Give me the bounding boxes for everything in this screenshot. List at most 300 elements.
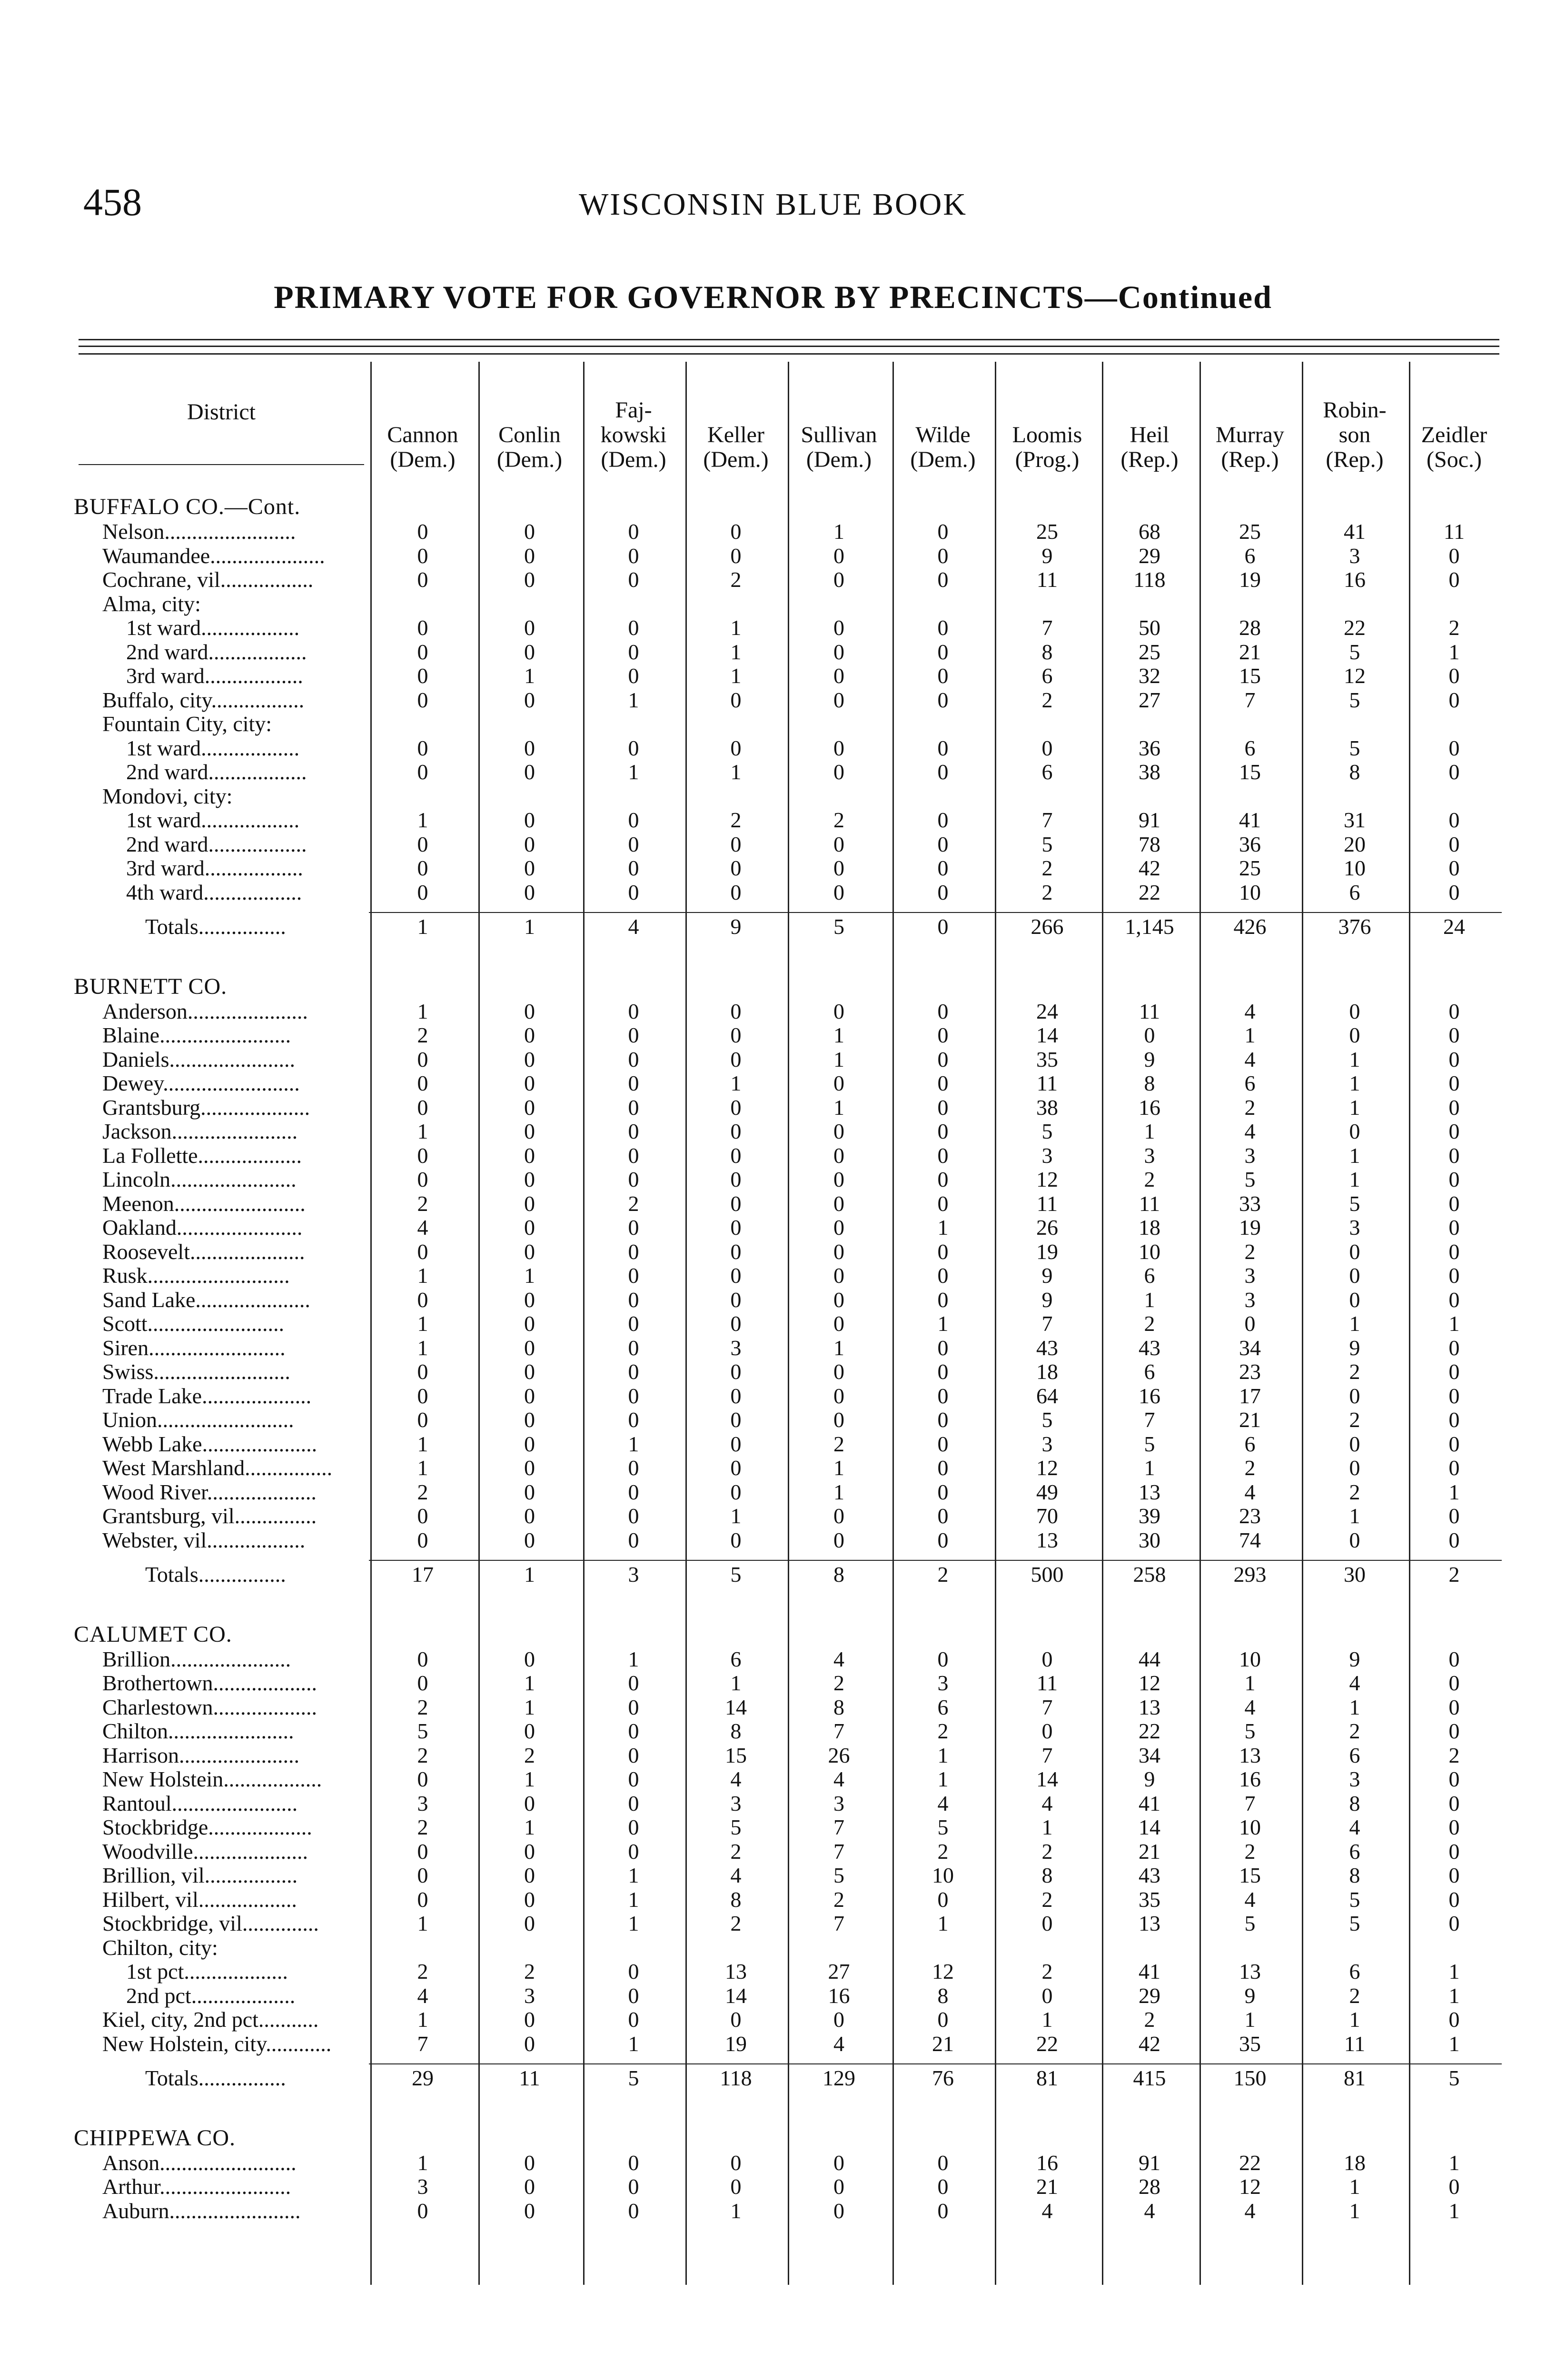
vote-cell: 24 [1443,914,1465,939]
vote-cell: 3 [730,1791,742,1815]
vote-cell: 68 [1139,519,1160,544]
vote-cell: 0 [628,1408,639,1432]
vote-cell: 0 [833,735,844,760]
vote-cell: 16 [1344,567,1366,592]
vote-cell: 5 [730,1815,742,1839]
vote-cell: 21 [932,2031,954,2056]
vote-cell: 0 [730,2150,742,2175]
vote-cell: 6 [1244,735,1256,760]
vote-cell: 0 [833,664,844,688]
vote-cell: 0 [833,2174,844,2199]
vote-cell: 0 [417,1671,428,1695]
vote-cell: 1 [833,1456,844,1480]
vote-cell: 2 [1448,1562,1460,1587]
vote-cell: 6 [1349,1743,1360,1767]
vote-cell: 1 [1349,1504,1360,1528]
vote-cell: 22 [1139,880,1160,904]
district-name: Stockbridge................... [102,1815,312,1839]
vote-cell: 1 [417,1311,428,1336]
district-name: New Holstein.................. [102,1767,322,1791]
vote-cell: 0 [937,664,949,688]
vote-cell: 25 [1239,519,1261,544]
vote-cell: 0 [1041,735,1053,760]
vote-cell: 2 [1041,1959,1053,1983]
vote-cell: 5 [1041,1119,1053,1143]
vote-cell: 0 [524,1863,535,1887]
vote-cell: 0 [524,1504,535,1528]
table-row [0,1528,1546,1553]
vote-cell: 9 [1349,1646,1360,1671]
vote-cell: 0 [524,519,535,544]
column-header-sullivan [788,363,890,472]
vote-cell: 0 [1448,1671,1460,1695]
vote-cell: 2 [1041,1839,1053,1864]
vote-cell: 2 [730,808,742,832]
table-row [0,1840,1546,1864]
vote-cell: 5 [1349,735,1360,760]
vote-cell: 3 [1041,1143,1053,1168]
table-row [0,1408,1546,1432]
vote-cell: 0 [1448,1887,1460,1912]
vote-cell: 6 [937,1695,949,1719]
vote-cell: 0 [524,1431,535,1456]
vote-cell: 0 [628,1071,639,1095]
vote-cell: 0 [417,1887,428,1912]
vote-cell: 35 [1239,2031,1261,2056]
vote-cell: 10 [1239,1815,1261,1839]
vote-cell: 0 [524,2150,535,2175]
vote-cell: 0 [833,1383,844,1408]
vote-cell: 0 [1448,1287,1460,1312]
vote-cell: 2 [628,1191,639,1216]
county-heading [0,2126,1546,2151]
vote-cell: 0 [524,808,535,832]
vote-cell: 6 [1349,1839,1360,1864]
vote-cell: 0 [628,1983,639,2008]
vote-cell: 0 [937,2150,949,2175]
vote-cell: 2 [730,1839,742,1864]
vote-cell: 1 [628,760,639,784]
vote-cell: 2 [833,1887,844,1912]
vote-cell: 15 [725,1743,747,1767]
vote-cell: 8 [730,1719,742,1743]
vote-cell: 0 [417,543,428,568]
vote-cell: 35 [1139,1887,1160,1912]
vote-cell: 0 [417,1047,428,1071]
vote-cell: 0 [1448,1095,1460,1120]
district-name: Mondovi, city: [102,783,233,808]
vote-cell: 5 [1448,2066,1460,2090]
vote-cell: 4 [1244,999,1256,1023]
vote-cell: 7 [833,1839,844,1864]
vote-cell: 1 [417,1431,428,1456]
district-name: 2nd pct................... [126,1983,296,2008]
vote-cell: 23 [1239,1504,1261,1528]
district-name: Totals................ [145,2066,286,2090]
vote-cell: 0 [417,1646,428,1671]
vote-cell: 4 [833,1767,844,1791]
vote-cell: 11 [1139,999,1160,1023]
vote-cell: 0 [628,1215,639,1240]
vote-cell: 1 [628,1911,639,1935]
vote-cell: 0 [1448,1167,1460,1191]
vote-cell: 25 [1036,519,1058,544]
vote-cell: 2 [730,1911,742,1935]
candidate-name: kowski [600,422,667,447]
vote-cell: 12 [1344,664,1366,688]
vote-cell: 4 [1244,1479,1256,1504]
vote-cell: 0 [937,687,949,712]
vote-cell: 25 [1239,856,1261,880]
vote-cell: 20 [1344,832,1366,856]
vote-cell: 31 [1344,808,1366,832]
table-row [0,1240,1546,1264]
vote-cell: 0 [937,1167,949,1191]
vote-cell: 22 [1239,2150,1261,2175]
district-name: Rusk.......................... [102,1263,290,1288]
vote-cell: 1 [833,1047,844,1071]
vote-cell: 0 [937,999,949,1023]
vote-cell: 13 [725,1959,747,1983]
vote-cell: 1 [628,2031,639,2056]
vote-cell: 0 [628,1504,639,1528]
table-row [0,1023,1546,1048]
vote-cell: 0 [833,543,844,568]
column-header-fajkowski [583,363,684,472]
vote-cell: 0 [628,1095,639,1120]
table-row [0,616,1546,640]
vote-cell: 0 [730,1047,742,1071]
vote-cell: 1 [628,1431,639,1456]
vote-cell: 0 [524,1023,535,1047]
vote-cell: 6 [1144,1263,1155,1288]
vote-cell: 5 [730,1562,742,1587]
vote-cell: 2 [1144,2007,1155,2032]
candidate-name: Murray [1216,422,1284,447]
vote-cell: 3 [1349,1215,1360,1240]
table-row [0,881,1546,905]
vote-cell: 3 [730,1335,742,1360]
vote-cell: 1 [833,1023,844,1047]
vote-cell: 5 [1349,1191,1360,1216]
district-name: Trade Lake.................... [102,1383,312,1408]
vote-cell: 5 [1244,1719,1256,1743]
vote-cell: 0 [628,2198,639,2223]
district-name: Dewey......................... [102,1071,300,1095]
vote-cell: 1 [524,1263,535,1288]
candidate-party: (Dem.) [390,447,456,472]
vote-cell: 1 [730,1071,742,1095]
vote-cell: 0 [730,1479,742,1504]
vote-cell: 0 [524,615,535,640]
vote-cell: 11 [1139,1191,1160,1216]
vote-cell: 5 [1349,1911,1360,1935]
vote-cell: 500 [1031,1562,1064,1587]
vote-cell: 0 [1448,1504,1460,1528]
vote-cell: 0 [628,1671,639,1695]
table-row [0,2175,1546,2199]
vote-cell: 44 [1139,1646,1160,1671]
vote-cell: 0 [937,832,949,856]
vote-cell: 0 [730,1383,742,1408]
vote-cell: 0 [1448,664,1460,688]
vote-cell: 1 [1144,1456,1155,1480]
vote-cell: 5 [1041,1408,1053,1432]
vote-cell: 0 [628,519,639,544]
vote-cell: 7 [833,1815,844,1839]
vote-cell: 1 [937,1911,949,1935]
candidate-party: (Dem.) [601,447,666,472]
vote-cell: 1 [417,808,428,832]
district-name: Chilton....................... [102,1719,294,1743]
vote-cell: 0 [1448,1335,1460,1360]
vote-cell: 2 [1349,1983,1360,2008]
vote-cell: 0 [524,1479,535,1504]
vote-cell: 1,145 [1125,914,1174,939]
vote-cell: 2 [1349,1479,1360,1504]
vote-cell: 1 [1349,2174,1360,2199]
vote-cell: 0 [1448,1071,1460,1095]
vote-cell: 41 [1239,808,1261,832]
district-name: 1st ward.................. [126,735,300,760]
vote-cell: 2 [833,1431,844,1456]
table-row [0,736,1546,761]
vote-cell: 0 [524,880,535,904]
vote-cell: 0 [524,639,535,664]
vote-cell: 0 [833,1071,844,1095]
district-name: Meenon........................ [102,1191,306,1216]
vote-cell: 0 [417,1408,428,1432]
column-header-murray [1199,363,1300,472]
vote-cell: 0 [1349,999,1360,1023]
vote-cell: 0 [730,1143,742,1168]
vote-cell: 0 [1041,1719,1053,1743]
vote-cell: 42 [1139,856,1160,880]
district-name: Brillion...................... [102,1646,291,1671]
vote-cell: 4 [417,1215,428,1240]
vote-cell: 0 [417,1504,428,1528]
vote-cell: 19 [1239,567,1261,592]
district-name: CHIPPEWA CO. [74,2125,236,2151]
vote-cell: 3 [1041,1431,1053,1456]
vote-cell: 1 [1448,2198,1460,2223]
table-row [0,544,1546,568]
vote-cell: 0 [1448,880,1460,904]
vote-cell: 38 [1036,1095,1058,1120]
vote-cell: 38 [1139,760,1160,784]
vote-cell: 0 [524,543,535,568]
vote-cell: 0 [937,1456,949,1480]
vote-cell: 2 [730,567,742,592]
vote-cell: 1 [524,664,535,688]
vote-cell: 0 [524,1167,535,1191]
vote-cell: 4 [1244,1047,1256,1071]
vote-cell: 91 [1139,2150,1160,2175]
vote-cell: 1 [833,1335,844,1360]
vote-cell: 8 [833,1695,844,1719]
vote-cell: 41 [1344,519,1366,544]
vote-cell: 26 [828,1743,850,1767]
vote-cell: 0 [1448,1791,1460,1815]
vote-cell: 0 [937,1335,949,1360]
district-name: New Holstein, city............ [102,2031,332,2056]
vote-cell: 376 [1338,914,1371,939]
district-name: CALUMET CO. [74,1621,232,1647]
column-header-robinson [1302,363,1407,472]
district-name: BURNETT CO. [74,973,228,999]
table-row [0,1120,1546,1144]
vote-cell: 11 [1036,567,1058,592]
vote-cell: 1 [1448,2031,1460,2056]
vote-cell: 1 [628,1646,639,1671]
vote-cell: 0 [1349,1456,1360,1480]
vote-cell: 7 [1244,1791,1256,1815]
vote-cell: 150 [1233,2066,1267,2090]
totals-row [0,1563,1546,1587]
vote-cell: 0 [730,519,742,544]
vote-cell: 3 [1349,543,1360,568]
vote-cell: 27 [828,1959,850,1983]
vote-cell: 293 [1233,1562,1267,1587]
vote-cell: 3 [524,1983,535,2008]
vote-cell: 30 [1344,1562,1366,1587]
district-name: Lincoln....................... [102,1167,297,1191]
vote-cell: 0 [524,2007,535,2032]
vote-cell: 2 [417,1695,428,1719]
vote-cell: 4 [1349,1671,1360,1695]
vote-cell: 1 [1448,1983,1460,2008]
vote-cell: 28 [1139,2174,1160,2199]
vote-cell: 0 [730,1287,742,1312]
vote-cell: 0 [937,615,949,640]
candidate-party: (Dem.) [703,447,769,472]
district-name: Totals................ [145,914,286,939]
candidate-party: (Rep.) [1120,447,1179,472]
district-name: Buffalo, city................. [102,687,305,712]
vote-cell: 0 [628,1695,639,1719]
vote-cell: 1 [730,615,742,640]
vote-cell: 0 [833,2150,844,2175]
vote-cell: 24 [1036,999,1058,1023]
vote-cell: 0 [730,1239,742,1264]
vote-cell: 0 [628,1287,639,1312]
district-name: Wood River.................... [102,1479,317,1504]
vote-cell: 0 [1448,1263,1460,1288]
vote-cell: 2 [1244,1239,1256,1264]
table-row [0,1144,1546,1168]
vote-cell: 2 [833,808,844,832]
vote-cell: 0 [524,567,535,592]
vote-cell: 5 [1041,832,1053,856]
vote-cell: 1 [417,914,428,939]
vote-cell: 1 [524,1815,535,1839]
vote-cell: 9 [1041,543,1053,568]
vote-cell: 0 [524,1527,535,1552]
vote-cell: 0 [524,1311,535,1336]
vote-cell: 0 [1448,999,1460,1023]
vote-cell: 0 [833,1119,844,1143]
vote-cell: 0 [1448,1143,1460,1168]
vote-cell: 0 [417,1287,428,1312]
vote-cell: 9 [1349,1335,1360,1360]
totals-rule [369,912,1502,913]
vote-cell: 1 [1349,1311,1360,1336]
vote-cell: 4 [1349,1815,1360,1839]
vote-cell: 6 [1244,1431,1256,1456]
table-row [0,1744,1546,1768]
district-column-header: District [187,399,256,425]
vote-cell: 1 [1349,1071,1360,1095]
vote-cell: 18 [1344,2150,1366,2175]
vote-cell: 0 [937,1287,949,1312]
vote-cell: 4 [628,914,639,939]
candidate-name: son [1338,422,1371,447]
vote-cell: 30 [1139,1527,1160,1552]
vote-cell: 0 [628,1743,639,1767]
table-row [0,568,1546,592]
totals-rule [369,2063,1502,2064]
district-name: Brillion, vil................. [102,1863,298,1887]
vote-cell: 11 [1036,1191,1058,1216]
vote-cell: 1 [1448,1311,1460,1336]
vote-cell: 0 [417,856,428,880]
vote-cell: 13 [1139,1479,1160,1504]
vote-cell: 15 [1239,760,1261,784]
vote-cell: 4 [730,1767,742,1791]
vote-cell: 0 [524,1119,535,1143]
vote-cell: 10 [1239,1646,1261,1671]
vote-cell: 0 [833,639,844,664]
vote-cell: 1 [730,1504,742,1528]
vote-cell: 0 [1349,1023,1360,1047]
vote-cell: 2 [1144,1167,1155,1191]
vote-cell: 14 [1036,1767,1058,1791]
vote-cell: 1 [628,1887,639,1912]
vote-cell: 0 [417,1527,428,1552]
vote-cell: 0 [524,2031,535,2056]
table-row [0,1719,1546,1744]
vote-cell: 2 [1244,1456,1256,1480]
vote-cell: 0 [524,1646,535,1671]
district-name: Fountain City, city: [102,712,272,736]
vote-cell: 129 [823,2066,855,2090]
district-name: BUFFALO CO.—Cont. [74,494,301,519]
table-row [0,2151,1546,2175]
district-name: Waumandee..................... [102,543,325,568]
vote-cell: 0 [628,2007,639,2032]
county-heading [0,975,1546,1000]
vote-cell: 0 [937,1119,949,1143]
column-header-zeidler [1409,363,1499,472]
vote-cell: 258 [1133,1562,1166,1587]
vote-cell: 5 [1144,1431,1155,1456]
vote-cell: 29 [412,2066,434,2090]
vote-cell: 1 [628,1863,639,1887]
vote-cell: 0 [937,1239,949,1264]
vote-cell: 0 [1448,1431,1460,1456]
vote-cell: 6 [1144,1359,1155,1384]
vote-cell: 0 [628,1791,639,1815]
vote-cell: 4 [1041,1791,1053,1815]
vote-cell: 1 [1041,2007,1053,2032]
vote-cell: 0 [628,1456,639,1480]
vote-cell: 0 [628,1167,639,1191]
vote-cell: 1 [417,999,428,1023]
vote-cell: 0 [730,832,742,856]
vote-cell: 16 [828,1983,850,2008]
vote-cell: 0 [524,999,535,1023]
vote-cell: 50 [1139,615,1160,640]
